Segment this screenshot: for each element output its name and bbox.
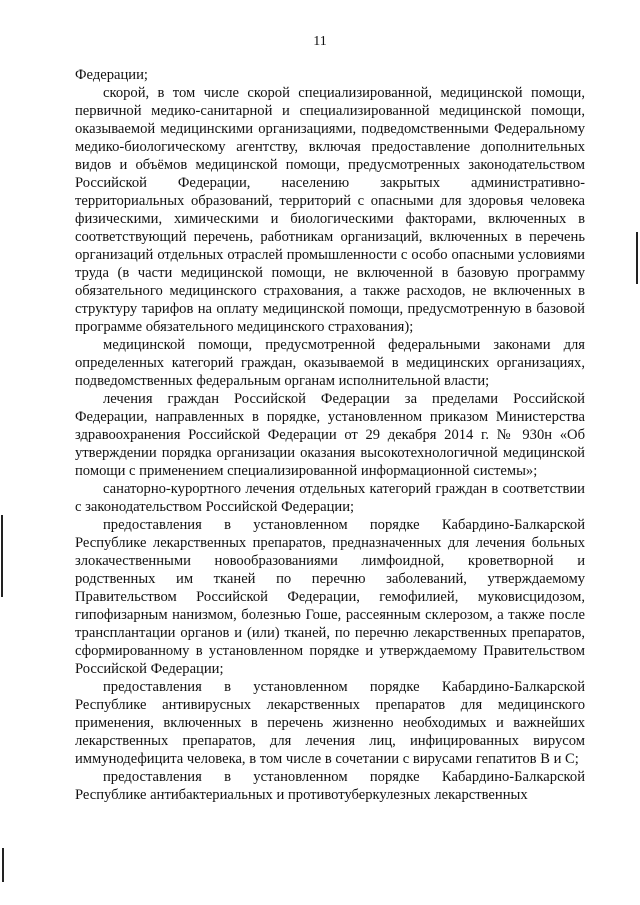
document-body [75, 66, 585, 804]
paragraph: предоставления в установленном порядке Кабардино-Балкарской Республике антивирусных лекарственных препаратов для медицинского применения, включенных в перечень жизненно необходимых и важнейших лекарственных препаратов, для лечения лиц, инфицированных вирусом иммунодефицита человека, в том числе в сочетании с вирусами гепатитов В и С; [75, 679, 585, 767]
paragraph: скорой, в том числе скорой специализированной, медицинской помощи, первичной медико-санитарной и специализированной медицинской помощи, оказываемой медицинскими организациями, подведомственными Федеральному медико-биологическому агентству, включая предоставление дополнительных видов и объёмов медицинской помощи, предусмотренных законодательством Российской Федерации, населению закрытых административно-территориальных образований, территорий с опасными для здоровья человека физическими, химическими и биологическими факторами, включенных в соответствующий перечень, работникам организаций, включенных в перечень организаций отдельных отраслей промышленности с особо опасными условиями труда (в части медицинской помощи, не включенной в базовую программу обязательного медицинского страхования, а также расходов, не включенных в структуру тарифов на оплату медицинской помощи, предусмотренную в базовой программе обязательного медицинского страхования); [75, 85, 585, 335]
paragraph: предоставления в установленном порядке Кабардино-Балкарской Республике антибактериальных и противотуберкулезных лекарственных [75, 769, 585, 803]
paragraph: лечения граждан Российской Федерации за пределами Российской Федерации, направленных в порядке, установленном приказом Министерства здравоохранения Российской Федерации от 29 декабря 2014 г. № 930н «Об утверждении порядка организации оказания высокотехнологичной медицинской помощи с применением специализированной информационной системы»; [75, 391, 585, 479]
scan-mark [1, 515, 3, 597]
scan-mark [2, 848, 4, 882]
paragraph: предоставления в установленном порядке Кабардино-Балкарской Республике лекарственных препаратов, предназначенных для лечения больных злокачественными новообразованиями лимфоидной, кроветворной и родственных им тканей по перечню заболеваний, утверждаемому Правительством Российской Федерации, гемофилией, муковисцидозом, гипофизарным нанизмом, болезнью Гоше, рассеянным склерозом, а также после трансплантации органов и (или) тканей, по перечню лекарственных препаратов, сформированному в установленном порядке и утверждаемому Правительством Российской Федерации; [75, 517, 585, 677]
paragraph: Федерации; [75, 67, 148, 83]
page-number: 11 [313, 34, 327, 49]
paragraph: медицинской помощи, предусмотренной федеральными законами для определенных категорий граждан, оказываемой в медицинских организациях, подведомственных федеральным органам исполнительной власти; [75, 337, 585, 389]
scan-mark [636, 232, 638, 284]
paragraph: санаторно-курортного лечения отдельных категорий граждан в соответствии с законодательством Российской Федерации; [75, 481, 585, 515]
